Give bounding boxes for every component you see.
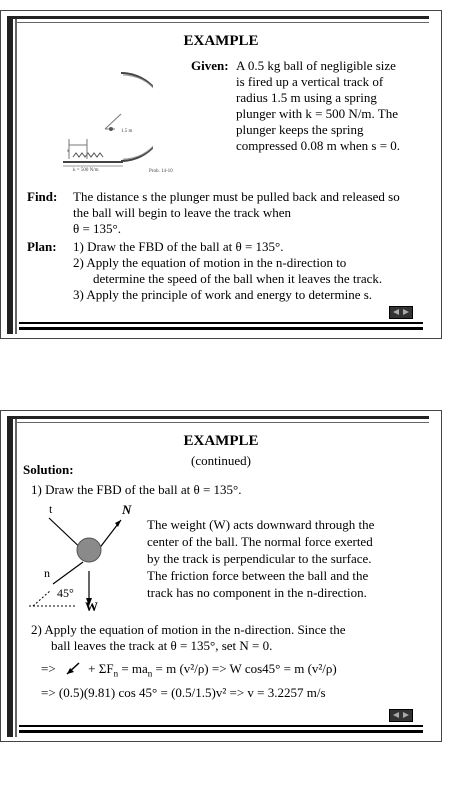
step2-line: 2) Apply the equation of motion in the n-direction. Since the	[31, 622, 346, 637]
given-line: compressed 0.08 m when s = 0.	[236, 138, 401, 153]
top-border-line	[15, 22, 429, 23]
fbd-angle-label: 45°	[57, 586, 74, 600]
given-line: plunger keeps the spring	[236, 122, 364, 137]
given-line: is fired up a vertical track of	[236, 74, 384, 89]
fbd-N-label: N	[122, 502, 132, 517]
find-text	[73, 189, 433, 237]
given-line: A 0.5 kg ball of negligible size	[236, 58, 396, 73]
plan-line: 1) Draw the FBD of the ball at θ = 135°.	[73, 239, 284, 254]
step2-line: ball leaves the track at θ = 135°, set N = 0.	[51, 638, 273, 653]
solution-label: Solution:	[23, 462, 74, 477]
desc-line: track has no component in the n-direction.	[147, 585, 367, 600]
given-text	[236, 58, 436, 154]
given-line: radius 1.5 m using a spring	[236, 90, 377, 105]
eq-arrow: =>	[41, 661, 56, 676]
slide-2	[0, 410, 442, 742]
eq-sub-n2: n	[147, 668, 153, 679]
desc-line: by the track is perpendicular to the surface.	[147, 551, 372, 566]
find-line: θ = 135°.	[73, 221, 122, 236]
plan-line: 2) Apply the equation of motion in the n-direction to	[73, 255, 347, 270]
desc-line: The friction force between the ball and the	[147, 568, 369, 583]
plan-text	[73, 239, 433, 303]
eq-mid: = ma	[118, 661, 148, 676]
step1-text: 1) Draw the FBD of the ball at θ = 135°.	[31, 482, 242, 497]
bottom-rule	[19, 322, 423, 324]
figure-s-label: s	[67, 149, 69, 154]
eq-sub-n: n	[113, 668, 119, 679]
step2-text	[31, 622, 431, 654]
slide2-title: EXAMPLE	[183, 433, 259, 449]
fbd-diagram	[29, 506, 139, 616]
fbd-W-label: W	[85, 599, 98, 614]
desc-line: The weight (W) acts downward through the	[147, 517, 375, 532]
left-border-line	[15, 416, 17, 737]
top-border-bar	[7, 16, 429, 19]
fbd-n-label: n	[44, 566, 50, 580]
find-line: the ball will begin to leave the track when	[73, 205, 292, 220]
find-line: The distance s the plunger must be pulled back and released so	[73, 189, 400, 204]
given-line: plunger with k = 500 N/m. The	[236, 106, 398, 121]
equation-1	[41, 661, 337, 682]
left-border-line	[15, 16, 17, 334]
eq-end: = m (v²/ρ) => W cos45° = m (v²/ρ)	[152, 661, 337, 676]
track-figure	[63, 69, 153, 184]
sign-convention-arrow-icon	[65, 661, 85, 675]
find-label: Find:	[27, 189, 58, 204]
left-border-bar	[7, 16, 13, 334]
slide2-subtitle: (continued)	[191, 453, 251, 468]
plan-line: 3) Apply the principle of work and energy to determine s.	[73, 287, 373, 302]
slide-1	[0, 10, 442, 339]
desc-line: center of the ball. The normal force exerted	[147, 534, 373, 549]
bottom-rule-thick	[19, 730, 423, 733]
fbd-t-label: t	[49, 502, 53, 516]
bottom-rule	[19, 725, 423, 727]
left-border-bar	[7, 416, 13, 737]
top-border-line	[15, 422, 429, 423]
figure-radius-label: 1.5 m	[121, 129, 133, 134]
fbd-description	[147, 516, 437, 601]
figure-prob-label: Prob. 14-10	[149, 169, 173, 174]
equation-2: => (0.5)(9.81) cos 45° = (0.5/1.5)v² => v = 3.2257 m/s	[41, 685, 326, 700]
nav-arrows-icon[interactable]	[389, 709, 413, 722]
given-label: Given:	[191, 58, 229, 73]
bottom-rule-thick	[19, 327, 423, 330]
plan-label: Plan:	[27, 239, 57, 254]
plan-line: determine the speed of the ball when it leaves the track.	[93, 271, 383, 286]
slide1-title: EXAMPLE	[183, 33, 259, 49]
eq-sum: + ΣF	[88, 661, 114, 676]
top-border-bar	[7, 416, 429, 419]
figure-k-label: k = 500 N/m	[73, 168, 99, 173]
nav-arrows-icon[interactable]	[389, 306, 413, 319]
